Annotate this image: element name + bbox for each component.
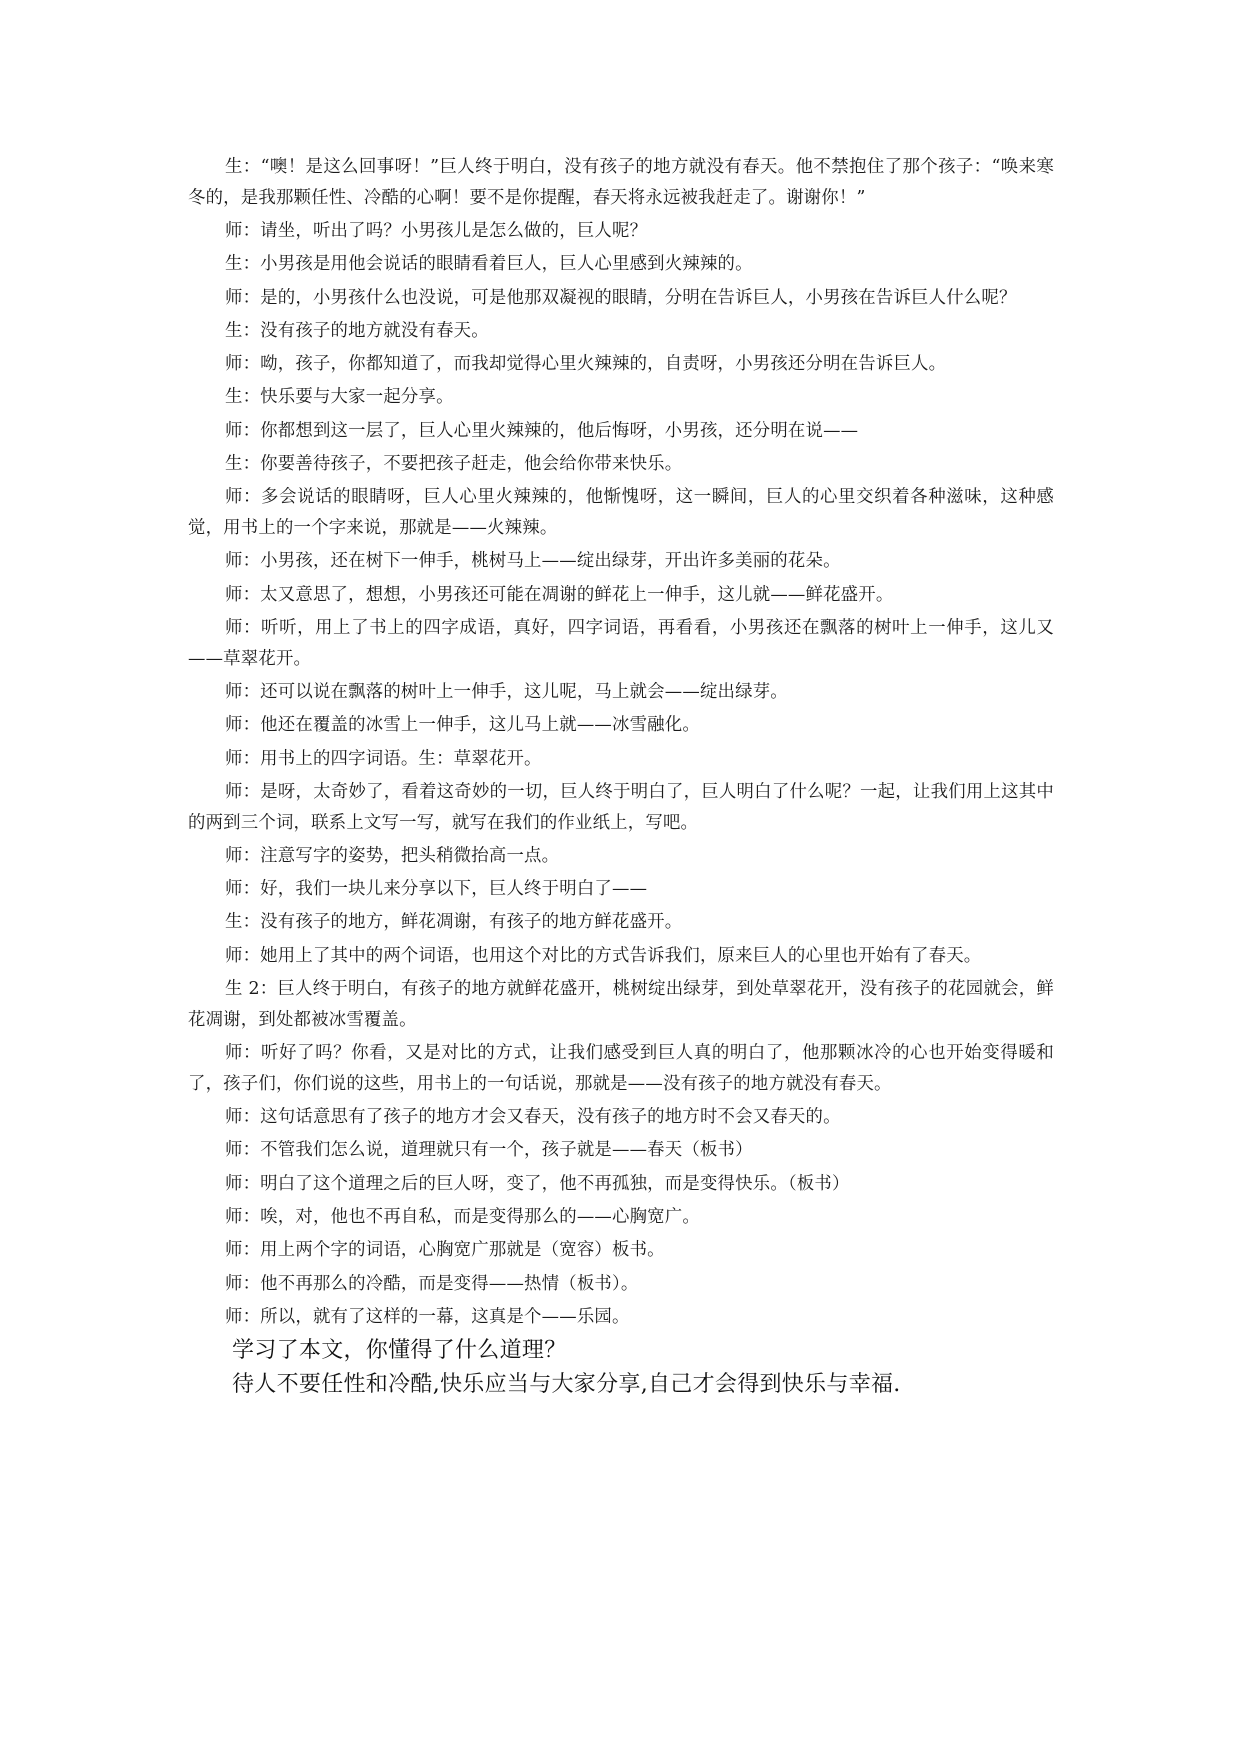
document-page bbox=[188, 152, 1054, 1403]
dialogue-paragraph: 师：请坐，听出了吗？小男孩儿是怎么做的，巨人呢？ bbox=[225, 221, 648, 241]
dialogue-paragraph: 生：“噢！是这么回事呀！”巨人终于明白，没有孩子的地方就没有春天。他不禁抱住了那个孩子：“唤来寒冬的，是我那颗任性、冷酷的心啊！要不是你提醒，春天将永远被我赶走了。谢谢你！” bbox=[188, 157, 1054, 208]
dialogue-paragraph: 师：还可以说在飘落的树叶上一伸手，这儿呢，马上就会——绽出绿芽。 bbox=[225, 681, 788, 702]
dialogue-paragraph: 师：用上两个字的词语，心胸宽广那就是（宽容）板书。 bbox=[225, 1240, 665, 1261]
dialogue-paragraph: 师：听好了吗？你看，又是对比的方式，让我们感受到巨人真的明白了，他那颗冰冷的心也开始变得暖和了，孩子们，你们说的这些，用书上的一句话说，那就是——没有孩子的地方就没有春天。 bbox=[188, 1043, 1054, 1094]
dialogue-transcript bbox=[188, 152, 1054, 1333]
dialogue-paragraph: 师：好，我们一块儿来分享以下，巨人终于明白了—— bbox=[225, 879, 648, 900]
dialogue-paragraph: 师：他还在覆盖的冰雪上一伸手，这儿马上就——冰雪融化。 bbox=[225, 715, 700, 736]
dialogue-paragraph: 师：不管我们怎么说，道理就只有一个，孩子就是——春天（板书） bbox=[225, 1140, 753, 1161]
dialogue-paragraph: 师：小男孩，还在树下一伸手，桃树马上——绽出绿芽，开出许多美丽的花朵。 bbox=[225, 551, 841, 572]
dialogue-paragraph: 生：小男孩是用他会说话的眼睛看着巨人，巨人心里感到火辣辣的。 bbox=[225, 254, 753, 275]
dialogue-paragraph: 师：唉，对，他也不再自私，而是变得那么的——心胸宽广。 bbox=[225, 1206, 700, 1227]
dialogue-paragraph: 师：呦，孩子，你都知道了，而我却觉得心里火辣辣的，自责呀，小男孩还分明在告诉巨人。 bbox=[225, 354, 947, 375]
dialogue-paragraph: 师：这句话意思有了孩子的地方才会又春天，没有孩子的地方时不会又春天的。 bbox=[225, 1107, 841, 1128]
dialogue-paragraph: 师：她用上了其中的两个词语，也用这个对比的方式告诉我们，原来巨人的心里也开始有了春天。 bbox=[225, 945, 982, 966]
answer-line: 待人不要任性和冷酷,快乐应当与大家分享,自己才会得到快乐与幸福. bbox=[232, 1372, 901, 1398]
dialogue-paragraph: 生：没有孩子的地方就没有春天。 bbox=[225, 320, 489, 341]
dialogue-paragraph: 生：没有孩子的地方，鲜花凋谢，有孩子的地方鲜花盛开。 bbox=[225, 912, 683, 933]
dialogue-paragraph: 生：你要善待孩子，不要把孩子赶走，他会给你带来快乐。 bbox=[225, 454, 683, 475]
dialogue-paragraph: 师：注意写字的姿势，把头稍微抬高一点。 bbox=[225, 845, 560, 866]
dialogue-paragraph: 师：所以，就有了这样的一幕，这真是个——乐园。 bbox=[225, 1306, 630, 1327]
question-line: 学习了本文，你懂得了什么道理？ bbox=[232, 1338, 567, 1364]
dialogue-paragraph: 师：明白了这个道理之后的巨人呀，变了，他不再孤独，而是变得快乐。（板书） bbox=[225, 1173, 850, 1194]
dialogue-paragraph: 师：你都想到这一层了，巨人心里火辣辣的，他后悔呀，小男孩，还分明在说—— bbox=[225, 420, 859, 441]
dialogue-paragraph: 师：听听，用上了书上的四字成语，真好，四字词语，再看看，小男孩还在飘落的树叶上一伸手，这儿又——草翠花开。 bbox=[188, 617, 1054, 669]
dialogue-paragraph: 生：快乐要与大家一起分享。 bbox=[225, 387, 454, 408]
dialogue-paragraph: 师：是呀，太奇妙了，看着这奇妙的一切，巨人终于明白了，巨人明白了什么呢？一起，让我们用上这其中的两到三个词，联系上文写一写，就写在我们的作业纸上，写吧。 bbox=[188, 781, 1054, 833]
dialogue-paragraph: 师：是的，小男孩什么也没说，可是他那双凝视的眼睛，分明在告诉巨人，小男孩在告诉巨人什么呢？ bbox=[225, 287, 1017, 308]
dialogue-paragraph: 师：他不再那么的冷酷，而是变得——热情（板书）。 bbox=[225, 1273, 639, 1294]
dialogue-paragraph: 师：太又意思了，想想，小男孩还可能在凋谢的鲜花上一伸手，这儿就——鲜花盛开。 bbox=[225, 584, 894, 605]
dialogue-paragraph: 师：多会说话的眼睛呀，巨人心里火辣辣的，他惭愧呀，这一瞬间，巨人的心里交织着各种滋味，这种感觉，用书上的一个字来说，那就是——火辣辣。 bbox=[188, 487, 1054, 539]
dialogue-paragraph: 生 2：巨人终于明白，有孩子的地方就鲜花盛开，桃树绽出绿芽，到处草翠花开，没有孩子的花园就会，鲜花凋谢，到处都被冰雪覆盖。 bbox=[188, 979, 1054, 1030]
dialogue-paragraph: 师：用书上的四字词语。生：草翠花开。 bbox=[225, 748, 542, 769]
